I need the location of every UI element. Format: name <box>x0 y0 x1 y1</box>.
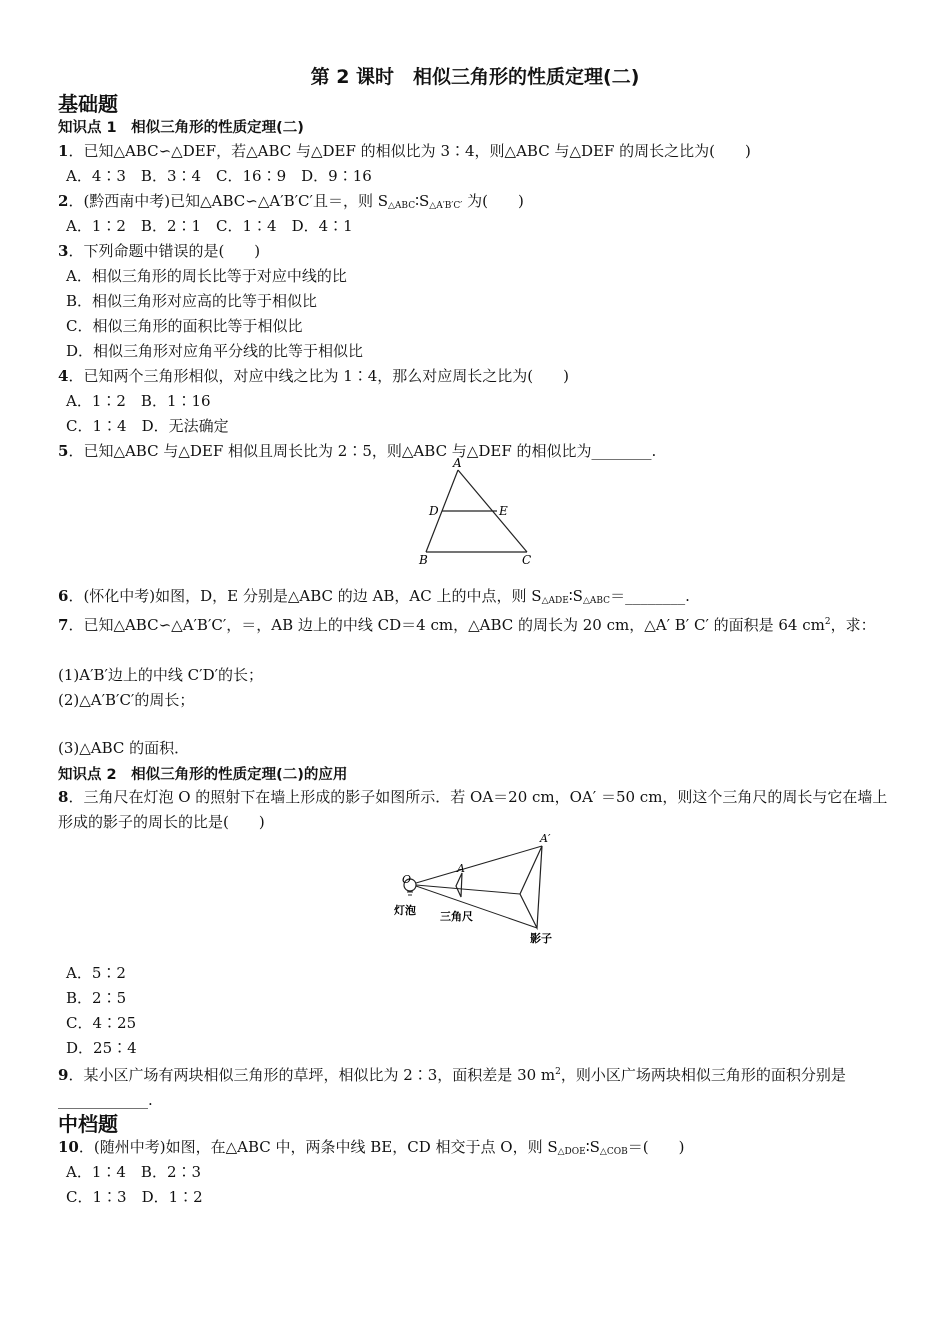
question-number: 2 <box>58 192 69 210</box>
question-number: 5 <box>58 442 69 460</box>
question-7 <box>58 610 894 638</box>
question-3-option-a: A．相似三角形的周长比等于对应中线的比 <box>66 267 347 285</box>
question-9 <box>58 1060 894 1113</box>
label-a-prime: A′ <box>540 832 551 845</box>
lamp-shadow-figure <box>390 828 570 954</box>
question-8-option-b: B．2∶5 <box>66 989 127 1007</box>
ray-to-shadow-middle <box>416 885 520 894</box>
question-5 <box>58 440 656 461</box>
question-text: ，则小区广场两块相似三角形的面积分别是____________. <box>58 1066 846 1109</box>
question-8-option-a: A．5∶2 <box>66 964 126 982</box>
question-1-options: A．4∶3 B．3∶4 C．16∶9 D．9∶16 <box>66 167 372 185</box>
knowledge-point-2: 知识点 2 相似三角形的性质定理(二)的应用 <box>58 767 348 783</box>
question-4-options-row-1: A．1∶2 B．1∶16 <box>66 392 211 410</box>
question-text: ．(随州中考)如图，在△ABC 中，两条中线 BE，CD 相交于点 O，则 S <box>78 1138 558 1156</box>
question-number: 1 <box>58 142 69 160</box>
label-d: D <box>429 504 439 518</box>
question-text: ．三角尺在灯泡 O 的照射下在墙上形成的影子如图所示．若 OA＝20 cm，OA′ ＝50 cm，则这个三角尺的周长与它在墙上形成的影子的周长的比是( ) <box>58 788 888 831</box>
question-number: 4 <box>58 367 69 385</box>
subscript: △ABC <box>388 201 416 211</box>
question-7-part-2: (2)△A′B′C′的周长； <box>58 691 195 709</box>
question-text: ．(怀化中考)如图，D，E 分别是△ABC 的边 AB，AC 上的中点，则 S <box>68 587 542 605</box>
question-3-option-c: C．相似三角形的面积比等于相似比 <box>66 317 303 335</box>
question-7-part-3: (3)△ABC 的面积． <box>58 739 190 757</box>
question-8-option-c: C．4∶25 <box>66 1014 137 1032</box>
ray-to-shadow-bottom <box>416 886 537 928</box>
question-6 <box>58 585 690 606</box>
superscript: 2 <box>555 1067 561 1077</box>
question-10 <box>58 1136 684 1157</box>
question-number: 10 <box>58 1138 79 1156</box>
question-number: 3 <box>58 242 69 260</box>
ray-to-a-prime <box>416 846 542 883</box>
question-2-options: A．1∶2 B．2∶1 C．1∶4 D．4∶1 <box>66 217 353 235</box>
question-text: ．某小区广场有两块相似三角形的草坪，相似比为 2∶3，面积差是 30 m <box>68 1066 556 1084</box>
knowledge-point-1: 知识点 1 相似三角形的性质定理(二) <box>58 120 304 136</box>
question-7-part-1: (1)A′B′边上的中线 C′D′的长； <box>58 666 263 684</box>
question-10-options-row-1: A．1∶4 B．2∶3 <box>66 1163 202 1181</box>
section-basic: 基础题 <box>58 92 118 116</box>
shadow-triangle <box>520 846 542 928</box>
ruler-triangle <box>456 873 462 897</box>
subscript: △DOE <box>557 1147 586 1157</box>
question-number: 7 <box>58 616 69 634</box>
question-text: 为( ) <box>462 192 524 210</box>
question-text: ∶S <box>568 587 583 605</box>
question-8-option-d: D．25∶4 <box>66 1039 137 1057</box>
triangle-abc-figure <box>410 456 540 568</box>
label-e: E <box>499 504 508 518</box>
label-o: O <box>402 873 412 886</box>
question-number: 6 <box>58 587 69 605</box>
label-a: A <box>453 456 462 470</box>
question-text: ．已知△ABC 与△DEF 相似且周长比为 2∶5，则△ABC 与△DEF 的相似比为________. <box>68 442 657 460</box>
label-ruler: 三角尺 <box>440 910 473 923</box>
question-text: ，求： <box>830 616 876 634</box>
subscript: △A′B′C′ <box>429 201 463 211</box>
question-text: ．已知△ABC∽△DEF，若△ABC 与△DEF 的相似比为 3∶4，则△ABC 与△DEF 的周长之比为( ) <box>68 142 751 160</box>
question-text: ．已知△ABC∽△A′B′C′，＝，AB 边上的中线 CD＝4 cm，△ABC 的周长为 20 cm，△A′ B′ C′ 的面积是 64 cm <box>68 616 825 634</box>
question-1 <box>58 140 751 161</box>
question-text: ．已知两个三角形相似，对应中线之比为 1∶4，那么对应周长之比为( ) <box>68 367 569 385</box>
label-shadow: 影子 <box>530 932 552 945</box>
question-3 <box>58 240 260 261</box>
question-10-options-row-2: C．1∶3 D．1∶2 <box>66 1188 203 1206</box>
question-number: 9 <box>58 1066 69 1084</box>
label-b: B <box>419 553 428 567</box>
label-bulb: 灯泡 <box>394 904 416 917</box>
section-medium: 中档题 <box>58 1112 118 1136</box>
question-text: ．下列命题中错误的是( ) <box>68 242 261 260</box>
question-text: ∶S <box>585 1138 600 1156</box>
question-4-options-row-2: C．1∶4 D．无法确定 <box>66 417 229 435</box>
question-3-option-d: D．相似三角形对应角平分线的比等于相似比 <box>66 342 364 360</box>
question-text: ∶S <box>415 192 430 210</box>
subscript: △ADE <box>541 596 569 606</box>
question-3-option-b: B．相似三角形对应高的比等于相似比 <box>66 292 318 310</box>
label-c: C <box>522 553 532 567</box>
superscript: 2 <box>824 617 831 627</box>
label-a: A <box>457 862 465 875</box>
question-text: ＝( ) <box>627 1138 685 1156</box>
question-4 <box>58 365 569 386</box>
question-number: 8 <box>58 788 69 806</box>
question-text: ．(黔西南中考)已知△ABC∽△A′B′C′且＝，则 S <box>68 192 388 210</box>
subscript: △COB <box>599 1147 628 1157</box>
subscript: △ABC <box>582 596 611 606</box>
question-2 <box>58 190 524 211</box>
page-title: 第 2 课时 相似三角形的性质定理(二) <box>310 66 640 88</box>
question-text: ＝________. <box>610 587 690 605</box>
